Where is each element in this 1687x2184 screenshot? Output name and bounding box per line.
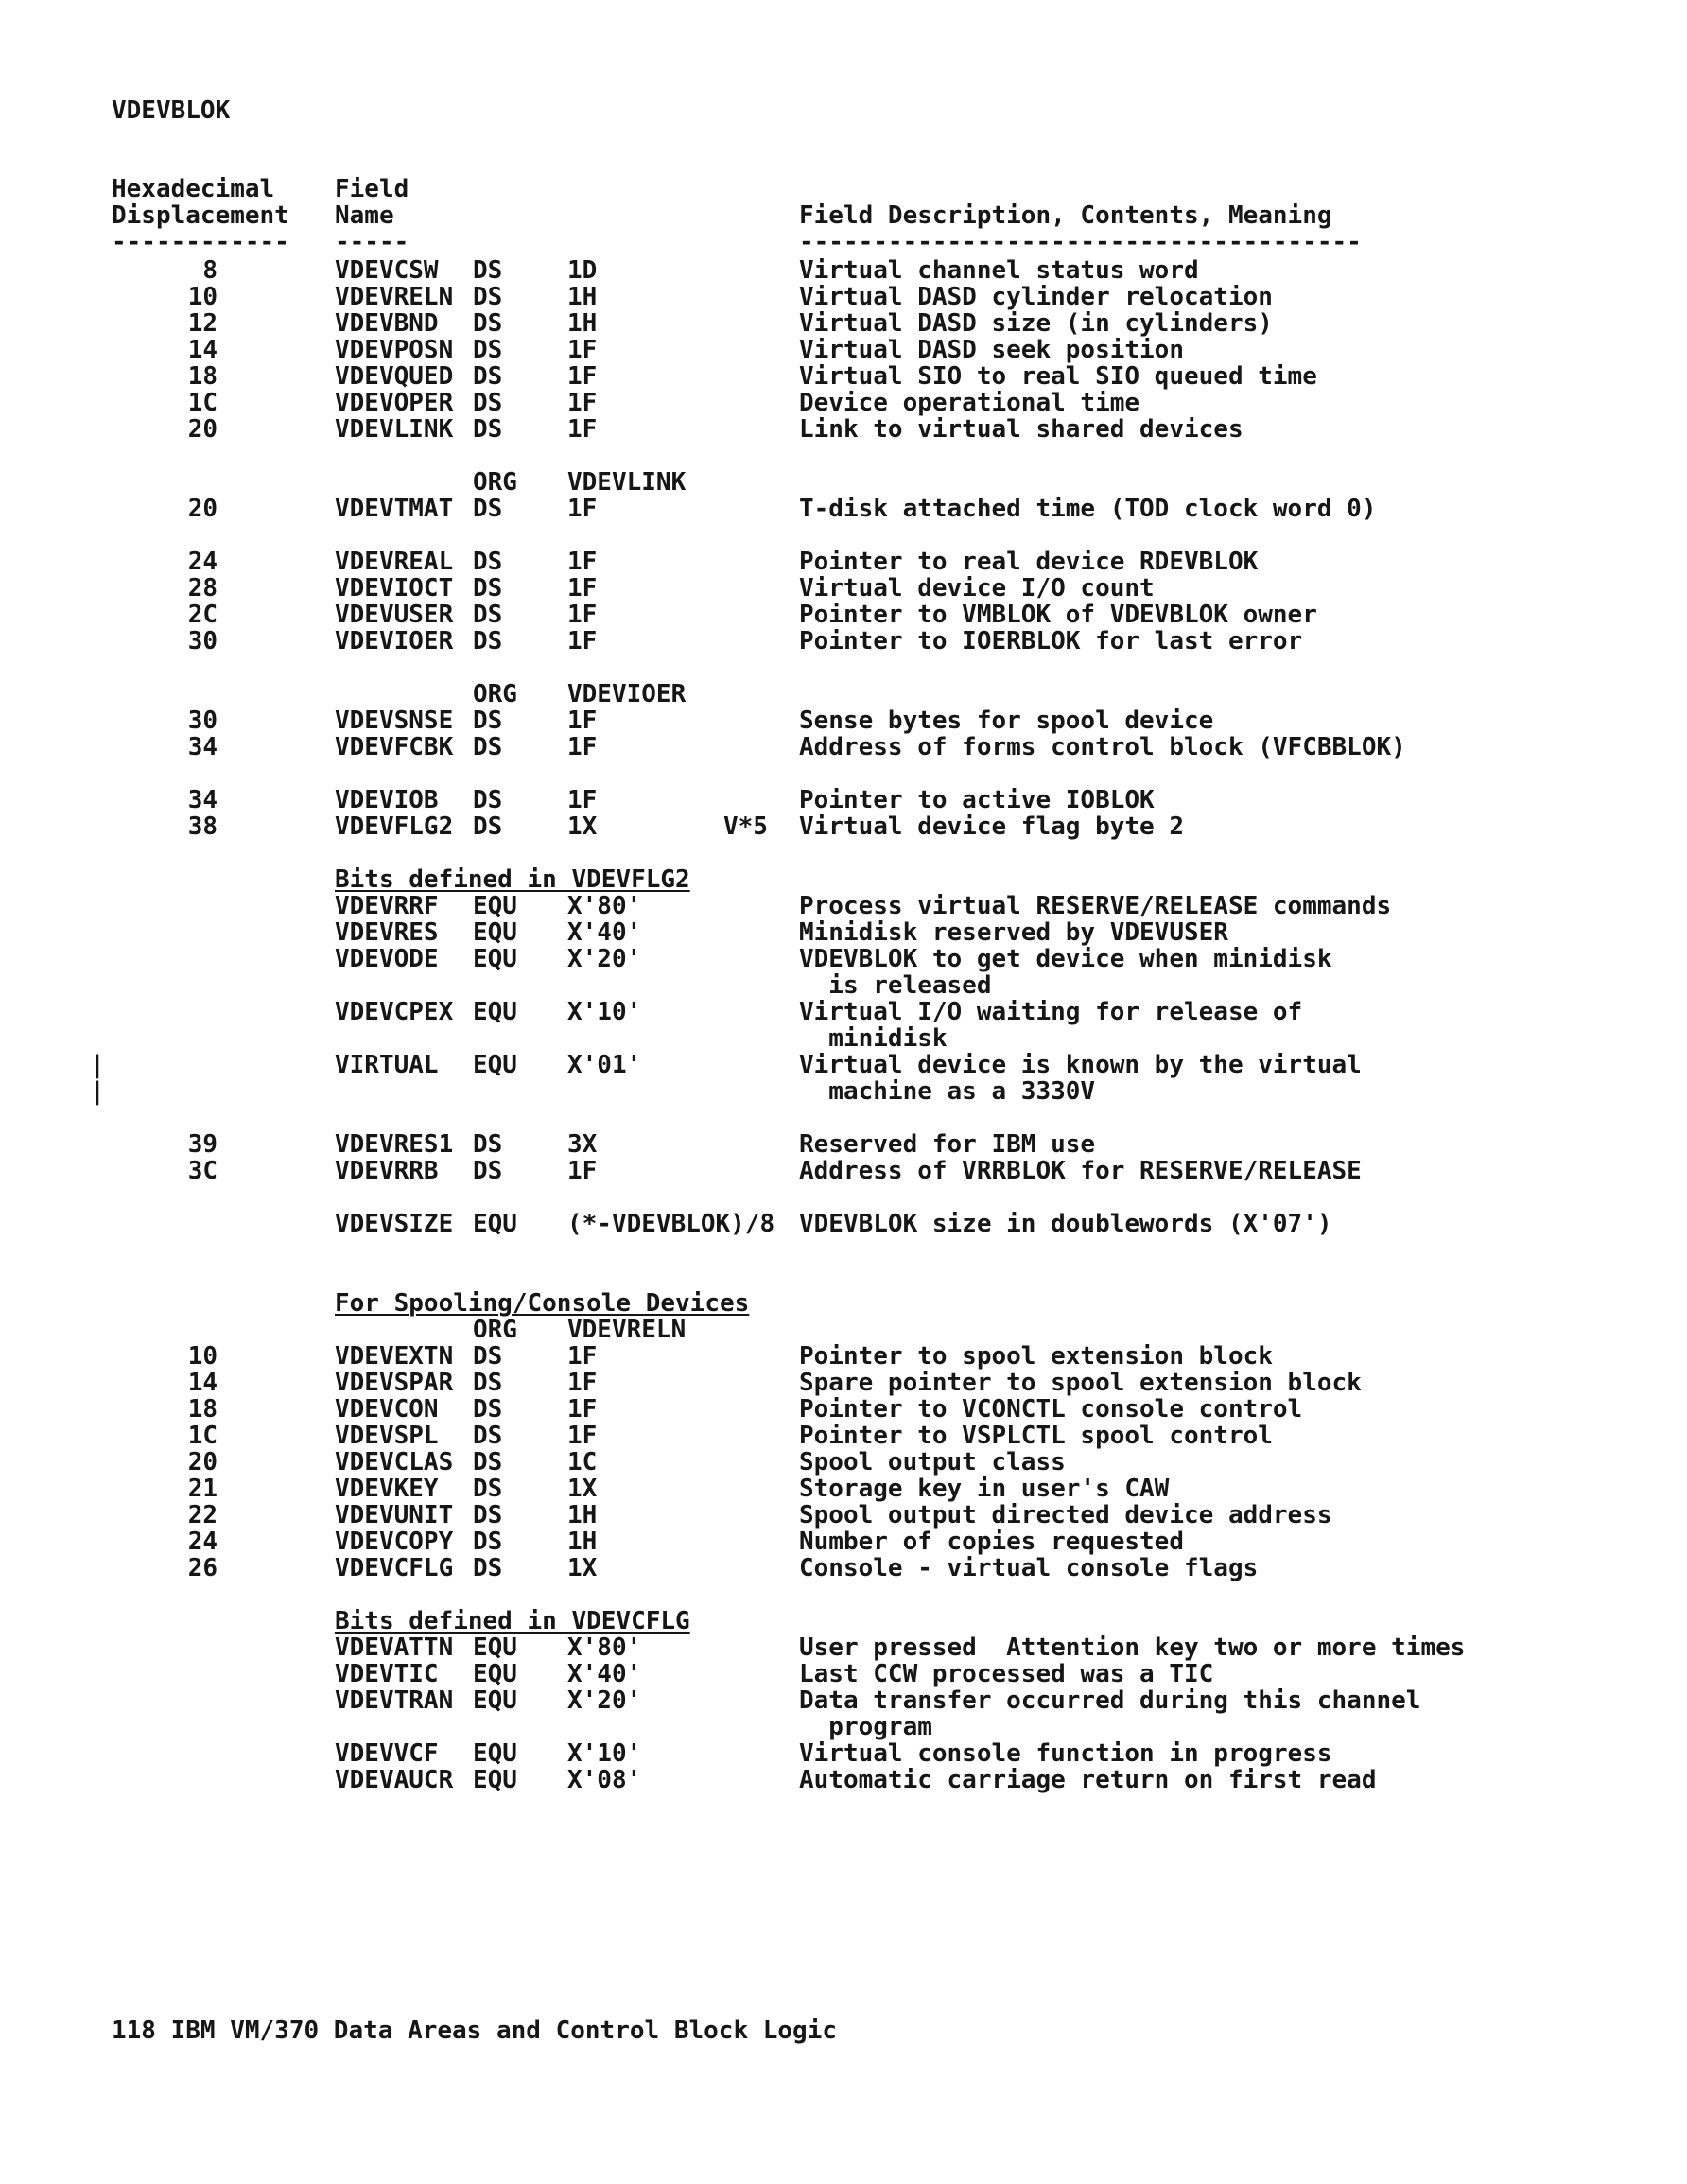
op-cell: DS <box>473 601 503 629</box>
table-row <box>0 1687 1687 1714</box>
operand-cell: 1F <box>567 495 598 523</box>
row-gap <box>0 443 1687 469</box>
table-row <box>0 734 1687 760</box>
description-cell: Process virtual RESERVE/RELEASE commands <box>799 892 1392 920</box>
operand-cell: 1H <box>567 283 598 311</box>
operand-cell: 1F <box>567 601 598 629</box>
table-row <box>0 919 1687 946</box>
description-cell: Virtual device I/O count <box>799 574 1155 603</box>
description-cell: Address of forms control block (VFCBBLOK) <box>799 733 1406 761</box>
disp-head-2: Displacement <box>112 201 289 230</box>
operand-cell: 1H <box>567 1501 598 1529</box>
field-name-cell: VDEVTMAT <box>335 495 454 523</box>
displacement-cell: 38 <box>187 812 217 841</box>
description-cell: Virtual console function in progress <box>799 1739 1332 1768</box>
operand-cell: X'08' <box>567 1766 642 1794</box>
field-name-cell: VDEVIOCT <box>335 574 454 603</box>
operand-cell: 1F <box>567 574 598 603</box>
description-cell: Storage key in user's CAW <box>799 1475 1170 1503</box>
operand-cell: 1F <box>567 1422 598 1450</box>
op-cell: EQU <box>473 1210 517 1238</box>
description-cell: machine as a 3330V <box>799 1077 1096 1106</box>
op-cell: EQU <box>473 1686 517 1715</box>
table-row <box>0 257 1687 284</box>
description-cell: Virtual channel status word <box>799 256 1199 285</box>
op-cell: ORG <box>473 468 517 497</box>
table-row <box>0 1449 1687 1476</box>
displacement-cell: 20 <box>187 415 217 444</box>
op-cell: DS <box>473 1448 503 1476</box>
description-cell: Pointer to VSPLCTL spool control <box>799 1422 1273 1450</box>
op-cell: DS <box>473 415 503 444</box>
name-head-rule: ----- <box>335 228 409 256</box>
op-cell: DS <box>473 309 503 338</box>
table-row <box>0 1078 1687 1105</box>
table-row <box>0 1370 1687 1396</box>
operand-cell: X'10' <box>567 1739 642 1768</box>
op-cell: DS <box>473 1157 503 1185</box>
description-cell: Automatic carriage return on first read <box>799 1766 1377 1794</box>
field-name-cell: VDEVUNIT <box>335 1501 454 1529</box>
op-cell: ORG <box>473 1316 517 1344</box>
description-cell: VDEVBLOK size in doublewords (X'07') <box>799 1210 1332 1238</box>
op-cell: DS <box>473 733 503 761</box>
operand-cell: 1F <box>567 415 598 444</box>
table-row <box>0 416 1687 443</box>
description-cell: Pointer to real device RDEVBLOK <box>799 548 1259 576</box>
field-name-cell: VDEVSNSE <box>335 707 454 735</box>
displacement-cell: 24 <box>187 1528 217 1556</box>
section-heading <box>0 866 1687 893</box>
operand-cell: 3X <box>567 1130 598 1159</box>
operand-cell: 1F <box>567 1342 598 1371</box>
field-name-cell: VDEVRES <box>335 918 439 947</box>
field-name-cell: VDEVRRF <box>335 892 439 920</box>
section-heading-text: Bits defined in VDEVFLG2 <box>335 865 690 894</box>
row-gap <box>0 840 1687 866</box>
description-cell: Device operational time <box>799 389 1140 417</box>
field-name-cell: VDEVAUCR <box>335 1766 454 1794</box>
field-name-cell: VDEVBND <box>335 309 439 338</box>
description-cell: Pointer to IOERBLOK for last error <box>799 627 1303 655</box>
op-cell: DS <box>473 812 503 841</box>
op-cell: DS <box>473 786 503 814</box>
table-row <box>0 1714 1687 1740</box>
table-row <box>0 893 1687 919</box>
table-row <box>0 1052 1687 1078</box>
field-name-cell: VDEVTRAN <box>335 1686 454 1715</box>
displacement-cell: 39 <box>187 1130 217 1159</box>
table-row <box>0 337 1687 363</box>
displacement-cell: 22 <box>187 1501 217 1529</box>
table-row <box>0 1131 1687 1158</box>
operand-cell: 1F <box>567 548 598 576</box>
field-name-cell: VDEVFLG2 <box>335 812 454 841</box>
table-row <box>0 1476 1687 1502</box>
field-name-cell: VDEVFCBK <box>335 733 454 761</box>
description-cell: Pointer to VCONCTL console control <box>799 1395 1303 1424</box>
row-gap <box>0 1581 1687 1608</box>
displacement-cell: 30 <box>187 707 217 735</box>
op-cell: DS <box>473 256 503 285</box>
op-cell: EQU <box>473 1660 517 1688</box>
reference-cell: V*5 <box>723 812 768 841</box>
displacement-cell: 3C <box>187 1157 217 1185</box>
displacement-cell: 14 <box>187 336 217 364</box>
operand-cell: VDEVRELN <box>567 1316 687 1344</box>
displacement-cell: 34 <box>187 733 217 761</box>
name-head-1: Field <box>335 175 409 203</box>
field-name-cell: VDEVREAL <box>335 548 454 576</box>
field-name-cell: VDEVUSER <box>335 601 454 629</box>
field-name-cell: VDEVRELN <box>335 283 454 311</box>
table-row <box>0 972 1687 999</box>
table-row <box>0 681 1687 708</box>
table-row <box>0 1661 1687 1687</box>
field-name-cell: VDEVRES1 <box>335 1130 454 1159</box>
op-cell: EQU <box>473 918 517 947</box>
field-name-cell: VDEVEXTN <box>335 1342 454 1371</box>
description-cell: Virtual DASD seek position <box>799 336 1184 364</box>
table-row <box>0 1555 1687 1581</box>
displacement-cell: 28 <box>187 574 217 603</box>
op-cell: DS <box>473 1475 503 1503</box>
row-gap <box>0 1237 1687 1290</box>
op-cell: DS <box>473 1342 503 1371</box>
revision-bar: | <box>90 1077 105 1106</box>
row-gap <box>0 1105 1687 1131</box>
op-cell: DS <box>473 707 503 735</box>
displacement-cell: 18 <box>187 1395 217 1424</box>
displacement-cell: 10 <box>187 283 217 311</box>
op-cell: DS <box>473 1395 503 1424</box>
field-name-cell: VDEVIOB <box>335 786 439 814</box>
field-name-cell: VDEVLINK <box>335 415 454 444</box>
displacement-cell: 14 <box>187 1369 217 1397</box>
field-name-cell: VDEVKEY <box>335 1475 439 1503</box>
field-name-cell: VDEVSIZE <box>335 1210 454 1238</box>
op-cell: DS <box>473 1554 503 1582</box>
page-footer: 118 IBM VM/370 Data Areas and Control Block Logic <box>112 2017 838 2045</box>
field-name-cell: VDEVCOPY <box>335 1528 454 1556</box>
displacement-cell: 1C <box>187 1422 217 1450</box>
displacement-cell: 8 <box>202 256 217 285</box>
field-name-cell: VDEVPOSN <box>335 336 454 364</box>
operand-cell: VDEVIOER <box>567 680 687 708</box>
table-row <box>0 1767 1687 1793</box>
field-name-cell: VDEVTIC <box>335 1660 439 1688</box>
table-row <box>0 1634 1687 1661</box>
field-name-cell: VDEVSPL <box>335 1422 439 1450</box>
displacement-cell: 10 <box>187 1342 217 1371</box>
op-cell: DS <box>473 1501 503 1529</box>
table-row <box>0 787 1687 813</box>
operand-cell: 1C <box>567 1448 598 1476</box>
table-row <box>0 1529 1687 1555</box>
field-name-cell: VDEVATTN <box>335 1634 454 1662</box>
operand-cell: 1F <box>567 733 598 761</box>
displacement-cell: 24 <box>187 548 217 576</box>
displacement-cell: 20 <box>187 1448 217 1476</box>
field-name-cell: VDEVODE <box>335 945 439 973</box>
description-cell: Last CCW processed was a TIC <box>799 1660 1214 1688</box>
op-cell: DS <box>473 1422 503 1450</box>
table-row <box>0 549 1687 575</box>
section-heading-text: Bits defined in VDEVCFLG <box>335 1607 690 1635</box>
description-cell: minidisk <box>799 1024 948 1053</box>
description-cell: Virtual SIO to real SIO queued time <box>799 362 1317 391</box>
revision-bar: | <box>90 1051 105 1079</box>
operand-cell: X'40' <box>567 918 642 947</box>
description-cell: User pressed Attention key two or more times <box>799 1634 1466 1662</box>
op-cell: EQU <box>473 1051 517 1079</box>
op-cell: DS <box>473 627 503 655</box>
table-row <box>0 469 1687 496</box>
description-cell: VDEVBLOK to get device when minidisk <box>799 945 1332 973</box>
description-cell: Virtual I/O waiting for release of <box>799 998 1303 1026</box>
field-name-cell: VDEVCPEX <box>335 998 454 1026</box>
description-cell: Virtual DASD cylinder relocation <box>799 283 1273 311</box>
description-cell: T-disk attached time (TOD clock word 0) <box>799 495 1377 523</box>
op-cell: DS <box>473 1528 503 1556</box>
field-name-cell: VDEVCON <box>335 1395 439 1424</box>
operand-cell: 1X <box>567 812 598 841</box>
op-cell: DS <box>473 1130 503 1159</box>
field-name-cell: VDEVQUED <box>335 362 454 391</box>
page-header: VDEVBLOK <box>112 96 231 125</box>
description-cell: Virtual DASD size (in cylinders) <box>799 309 1273 338</box>
field-name-cell: VDEVCSW <box>335 256 439 285</box>
description-cell: Link to virtual shared devices <box>799 415 1244 444</box>
displacement-cell: 30 <box>187 627 217 655</box>
operand-cell: 1F <box>567 389 598 417</box>
operand-cell: X'80' <box>567 1634 642 1662</box>
table-row <box>0 575 1687 602</box>
description-cell: Address of VRRBLOK for RESERVE/RELEASE <box>799 1157 1362 1185</box>
table-row <box>0 813 1687 840</box>
table-row <box>0 628 1687 655</box>
operand-cell: VDEVLINK <box>567 468 687 497</box>
op-cell: DS <box>473 1369 503 1397</box>
name-head-2: Name <box>335 201 394 230</box>
row-gap <box>0 655 1687 681</box>
field-name-cell: VDEVIOER <box>335 627 454 655</box>
operand-cell: 1F <box>567 1369 598 1397</box>
table-row <box>0 999 1687 1025</box>
description-cell: Spare pointer to spool extension block <box>799 1369 1362 1397</box>
description-cell: Sense bytes for spool device <box>799 707 1214 735</box>
row-gap <box>0 1184 1687 1211</box>
table-row <box>0 1211 1687 1237</box>
description-cell: Data transfer occurred during this channel <box>799 1686 1421 1715</box>
displacement-cell: 2C <box>187 601 217 629</box>
table-row <box>0 1317 1687 1343</box>
table-row <box>0 602 1687 628</box>
description-cell: Pointer to active IOBLOK <box>799 786 1155 814</box>
field-table <box>0 257 1687 1793</box>
desc-head-rule: -------------------------------------- <box>799 228 1362 256</box>
description-cell: Pointer to VMBLOK of VDEVBLOK owner <box>799 601 1317 629</box>
op-cell: EQU <box>473 998 517 1026</box>
op-cell: EQU <box>473 945 517 973</box>
description-cell: program <box>799 1713 932 1741</box>
operand-cell: 1H <box>567 1528 598 1556</box>
op-cell: DS <box>473 336 503 364</box>
operand-cell: X'01' <box>567 1051 642 1079</box>
operand-cell: X'40' <box>567 1660 642 1688</box>
table-row <box>0 1740 1687 1767</box>
op-cell: DS <box>473 362 503 391</box>
field-name-cell: VDEVCLAS <box>335 1448 454 1476</box>
table-row <box>0 1396 1687 1423</box>
description-cell: Minidisk reserved by VDEVUSER <box>799 918 1228 947</box>
field-name-cell: VIRTUAL <box>335 1051 439 1079</box>
row-gap <box>0 760 1687 787</box>
op-cell: DS <box>473 495 503 523</box>
operand-cell: 1D <box>567 256 598 285</box>
op-cell: DS <box>473 389 503 417</box>
description-cell: Spool output class <box>799 1448 1066 1476</box>
table-row <box>0 1158 1687 1184</box>
table-row <box>0 1343 1687 1370</box>
operand-cell: 1F <box>567 362 598 391</box>
description-cell: is released <box>799 971 992 1000</box>
table-row <box>0 284 1687 310</box>
description-cell: Reserved for IBM use <box>799 1130 1096 1159</box>
op-cell: DS <box>473 283 503 311</box>
description-cell: Pointer to spool extension block <box>799 1342 1273 1371</box>
field-name-cell: VDEVSPAR <box>335 1369 454 1397</box>
table-row <box>0 310 1687 337</box>
description-cell: Number of copies requested <box>799 1528 1184 1556</box>
operand-cell: 1F <box>567 1395 598 1424</box>
section-heading <box>0 1608 1687 1634</box>
displacement-cell: 18 <box>187 362 217 391</box>
description-cell: Console - virtual console flags <box>799 1554 1259 1582</box>
section-heading-text: For Spooling/Console Devices <box>335 1289 750 1318</box>
displacement-cell: 26 <box>187 1554 217 1582</box>
op-cell: DS <box>473 548 503 576</box>
table-row <box>0 1502 1687 1529</box>
operand-cell: X'20' <box>567 1686 642 1715</box>
section-heading <box>0 1290 1687 1317</box>
table-row <box>0 363 1687 390</box>
operand-cell: 1F <box>567 336 598 364</box>
row-gap <box>0 522 1687 549</box>
displacement-cell: 21 <box>187 1475 217 1503</box>
operand-cell: X'80' <box>567 892 642 920</box>
field-name-cell: VDEVRRB <box>335 1157 439 1185</box>
table-row <box>0 708 1687 734</box>
displacement-cell: 20 <box>187 495 217 523</box>
description-cell: Spool output directed device address <box>799 1501 1332 1529</box>
operand-cell: 1F <box>567 1157 598 1185</box>
description-cell: Virtual device flag byte 2 <box>799 812 1184 841</box>
op-cell: ORG <box>473 680 517 708</box>
operand-cell: 1X <box>567 1554 598 1582</box>
op-cell: DS <box>473 574 503 603</box>
operand-cell: X'10' <box>567 998 642 1026</box>
table-row <box>0 390 1687 416</box>
field-name-cell: VDEVCFLG <box>335 1554 454 1582</box>
displacement-cell: 34 <box>187 786 217 814</box>
field-name-cell: VDEVVCF <box>335 1739 439 1768</box>
desc-head: Field Description, Contents, Meaning <box>799 201 1332 230</box>
field-name-cell: VDEVOPER <box>335 389 454 417</box>
table-row <box>0 1423 1687 1449</box>
table-row <box>0 496 1687 522</box>
disp-head-1: Hexadecimal <box>112 175 275 203</box>
operand-cell: X'20' <box>567 945 642 973</box>
op-cell: EQU <box>473 1766 517 1794</box>
displacement-cell: 1C <box>187 389 217 417</box>
op-cell: EQU <box>473 1634 517 1662</box>
operand-cell: 1F <box>567 627 598 655</box>
table-row <box>0 946 1687 972</box>
op-cell: EQU <box>473 892 517 920</box>
op-cell: EQU <box>473 1739 517 1768</box>
operand-cell: 1F <box>567 786 598 814</box>
operand-cell: 1H <box>567 309 598 338</box>
disp-head-rule: ------------ <box>112 228 289 256</box>
description-cell: Virtual device is known by the virtual <box>799 1051 1362 1079</box>
displacement-cell: 12 <box>187 309 217 338</box>
operand-cell: (*-VDEVBLOK)/8 <box>567 1210 775 1238</box>
operand-cell: 1X <box>567 1475 598 1503</box>
operand-cell: 1F <box>567 707 598 735</box>
table-row <box>0 1025 1687 1052</box>
